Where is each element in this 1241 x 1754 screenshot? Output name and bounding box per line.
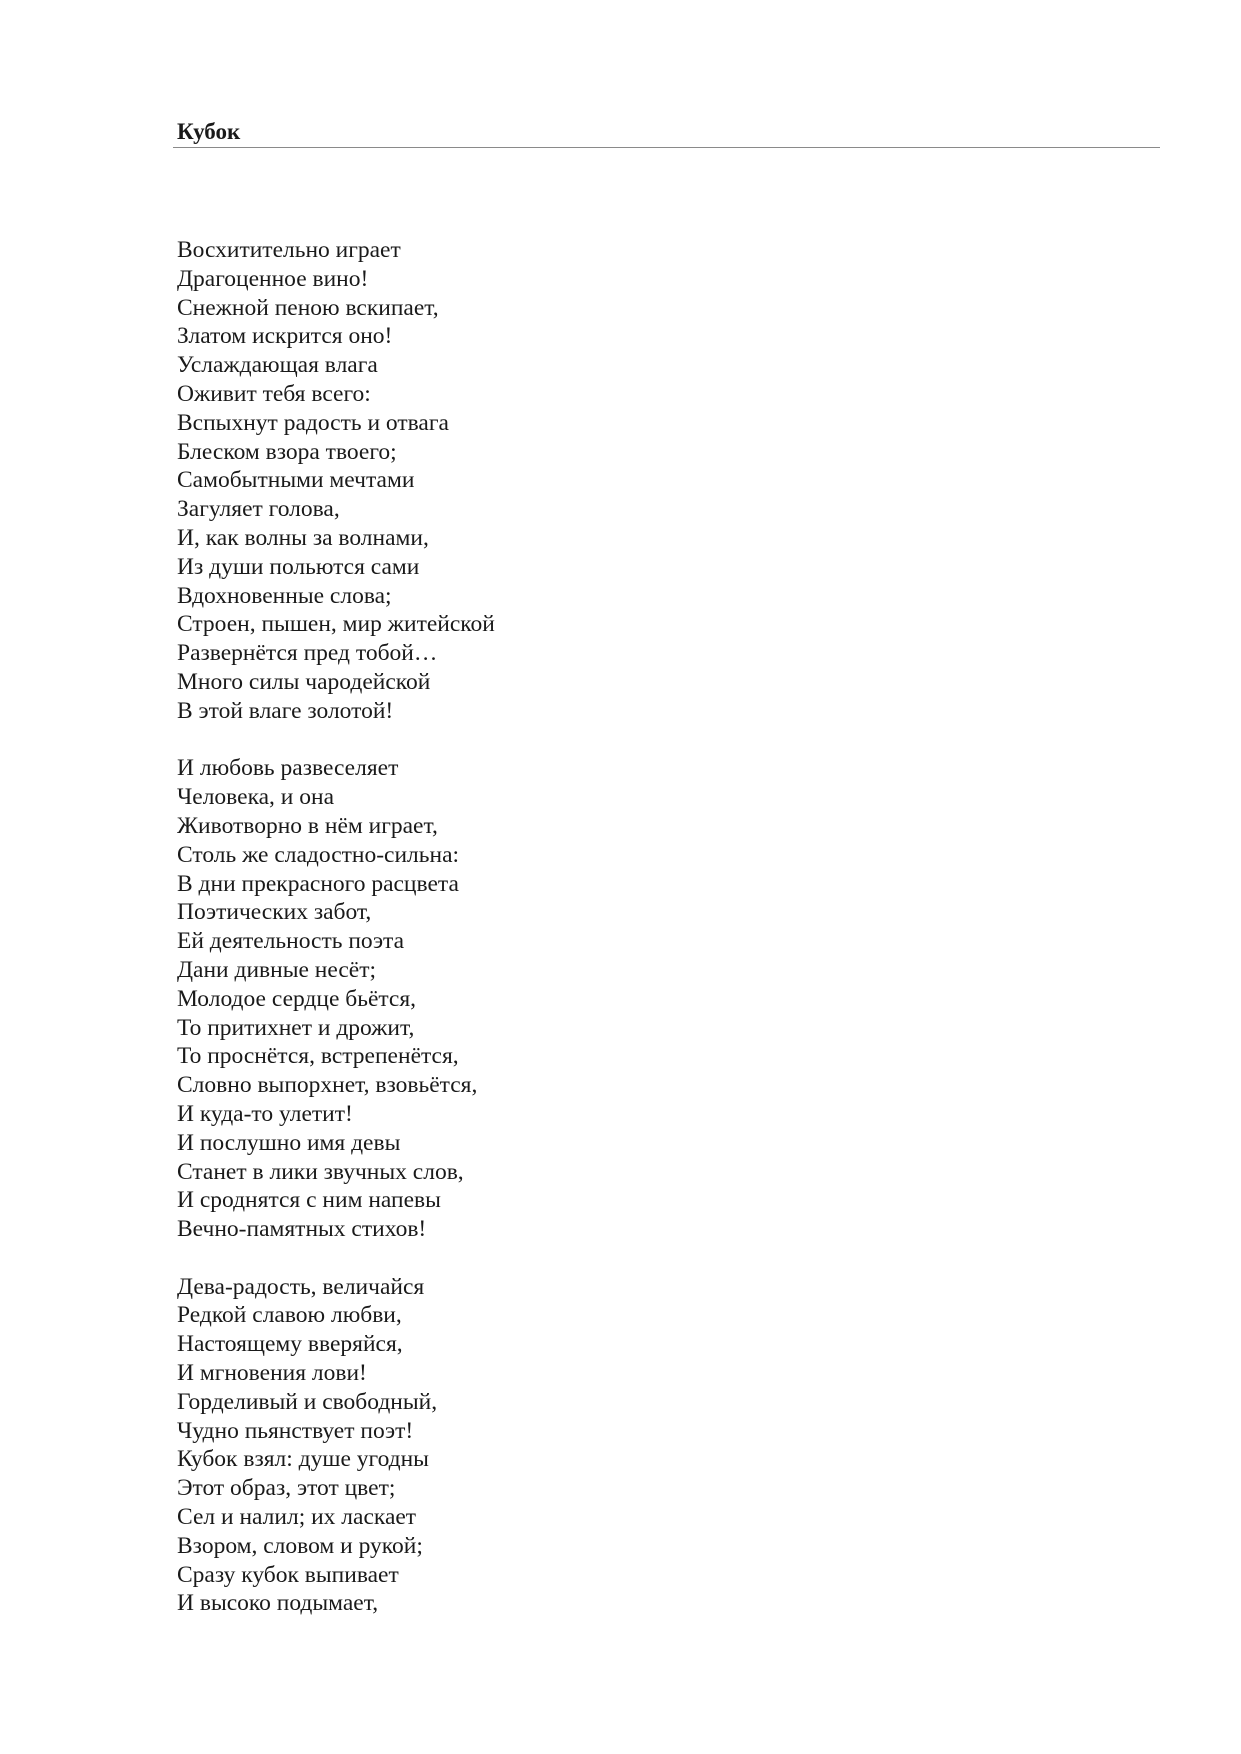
poem-line: Настоящему вверяйся, xyxy=(177,1331,403,1358)
poem-line: Загуляет голова, xyxy=(177,496,340,523)
poem-line: Развернётся пред тобой… xyxy=(177,640,438,667)
poem-line: Много силы чародейской xyxy=(177,668,431,695)
poem-line: Вспыхнут радость и отвага xyxy=(177,409,449,436)
poem-line: И высоко подымает, xyxy=(177,1590,379,1617)
poem-line: И любовь развеселяет xyxy=(177,755,399,782)
poem-line: Услаждающая влага xyxy=(177,352,378,379)
poem-line: Сразу кубок выпивает xyxy=(177,1561,399,1588)
poem-line: Чудно пьянствует поэт! xyxy=(177,1417,414,1444)
poem-line: Восхитительно играет xyxy=(177,237,401,263)
poem-line: Словно выпорхнет, взовьётся, xyxy=(177,1072,478,1099)
poem-line: Снежной пеною вскипает, xyxy=(177,294,439,321)
poem-line: Блеском взора твоего; xyxy=(177,438,397,465)
poem-line: Станет в лики звучных слов, xyxy=(177,1158,464,1185)
poem-line: В этой влаге золотой! xyxy=(177,697,394,724)
poem-line: Вечно-памятных стихов! xyxy=(177,1216,427,1243)
poem-line: Строен, пышен, мир житейской xyxy=(177,611,495,638)
poem-line: Взором, словом и рукой; xyxy=(177,1532,423,1559)
poem-stanza xyxy=(177,1273,1077,1619)
poem-line: То проснётся, встрепенётся, xyxy=(177,1043,459,1070)
poem-line: Редкой славою любви, xyxy=(177,1302,402,1329)
poem-line: Сел и налил; их ласкает xyxy=(177,1504,417,1531)
poem-line: Драгоценное вино! xyxy=(177,265,369,292)
poem-stanza xyxy=(177,236,1077,726)
poem-line: Самобытными мечтами xyxy=(177,467,415,494)
poem-line: Златом искрится оно! xyxy=(177,323,393,350)
poem-line: Дани дивные несёт; xyxy=(177,956,377,983)
poem-line: Столь же сладостно-сильна: xyxy=(177,841,460,868)
poem-line: Поэтических забот, xyxy=(177,899,372,926)
poem-line: И мгновения лови! xyxy=(177,1360,367,1387)
poem-line: И, как волны за волнами, xyxy=(177,524,429,551)
poem-line: Вдохновенные слова; xyxy=(177,582,392,609)
poem-line: То притихнет и дрожит, xyxy=(177,1014,415,1041)
poem-stanza xyxy=(177,754,1077,1244)
poem-body xyxy=(177,236,1077,1647)
poem-line: Человека, и она xyxy=(177,784,335,811)
poem-line: В дни прекрасного расцвета xyxy=(177,870,459,897)
poem-line: Оживит тебя всего: xyxy=(177,380,371,407)
poem-line: И сроднятся с ним напевы xyxy=(177,1187,441,1214)
page-title: Кубок xyxy=(177,119,241,144)
poem-line: Кубок взял: душе угодны xyxy=(177,1446,429,1473)
poem-line: Горделивый и свободный, xyxy=(177,1388,438,1415)
poem-line: Животворно в нём играет, xyxy=(177,812,438,839)
poem-line: И послушно имя девы xyxy=(177,1129,401,1156)
title-rule xyxy=(173,147,1160,148)
poem-line: И куда-то улетит! xyxy=(177,1100,353,1127)
poem-line: Из души польются сами xyxy=(177,553,420,580)
poem-line: Ей деятельность поэта xyxy=(177,928,405,955)
poem-line: Этот образ, этот цвет; xyxy=(177,1475,396,1502)
poem-line: Дева-радость, величайся xyxy=(177,1273,425,1300)
poem-line: Молодое сердце бьётся, xyxy=(177,985,417,1012)
